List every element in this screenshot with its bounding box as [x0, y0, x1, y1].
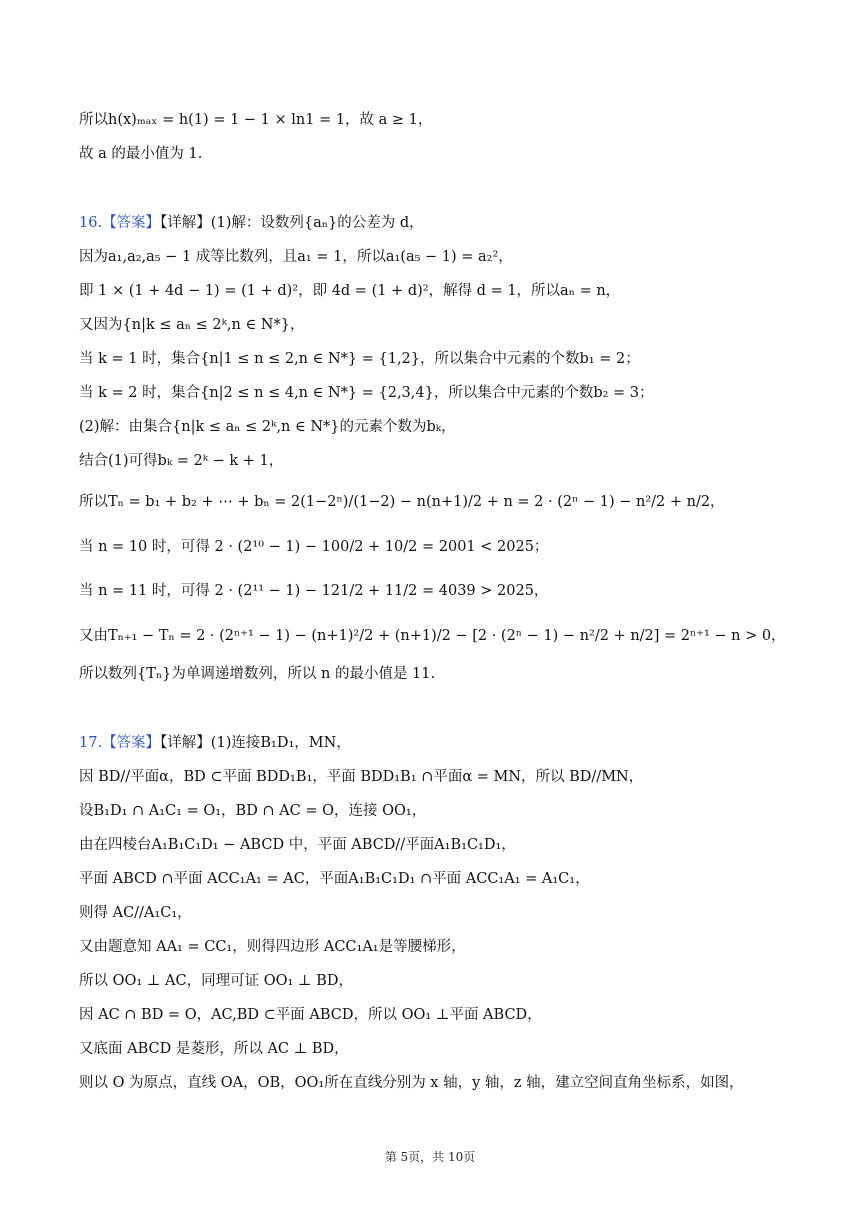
text-line: 所以Tₙ = b₁ + b₂ + ⋯ + bₙ = 2(1−2ⁿ)/(1−2) − n(n+1)/2 + n = 2 · (2ⁿ − 1) − n²/2 + n/2， [79, 494, 725, 510]
text-line: 当 k = 1 时，集合{n|1 ≤ n ≤ 2,n ∈ N*} = {1,2}，所以集合中元素的个数b₁ = 2； [79, 351, 640, 367]
question-number: 16. [79, 215, 103, 231]
question-17-header [79, 733, 820, 753]
question-16-header [79, 213, 820, 233]
question-number: 17. [79, 735, 103, 751]
text-line: 则得 AC//A₁C₁， [79, 905, 192, 921]
text-line: 则以 O 为原点，直线 OA，OB，OO₁所在直线分别为 x 轴，y 轴，z 轴，建立空间直角坐标系，如图， [79, 1075, 744, 1091]
text-line: 平面 ABCD ∩平面 ACC₁A₁ = AC，平面A₁B₁C₁D₁ ∩平面 ACC₁A₁ = A₁C₁， [79, 871, 590, 887]
answer-tag: 【答案】 [102, 735, 161, 751]
text-line: 故 a 的最小值为 1. [79, 146, 203, 162]
text-line: 当 k = 2 时，集合{n|2 ≤ n ≤ 4,n ∈ N*} = {2,3,4}，所以集合中元素的个数b₂ = 3； [79, 385, 654, 401]
text-line: 【详解】(1)连接B₁D₁，MN， [160, 735, 351, 751]
text-line: 所以h(x)ₘₐₓ = h(1) = 1 − 1 × ln1 = 1，故 a ≥ 1， [79, 112, 433, 128]
text-line: 设B₁D₁ ∩ A₁C₁ = O₁，BD ∩ AC = O，连接 OO₁， [79, 803, 427, 819]
text-line: 因 BD//平面α，BD ⊂平面 BDD₁B₁，平面 BDD₁B₁ ∩平面α = MN，所以 BD//MN， [79, 769, 644, 785]
text-line: 当 n = 11 时，可得 2 · (2¹¹ − 1) − 121/2 + 11/2 = 4039 > 2025， [79, 583, 549, 599]
text-line: 又由Tₙ₊₁ − Tₙ = 2 · (2ⁿ⁺¹ − 1) − (n+1)²/2 + (n+1)/2 − [2 · (2ⁿ − 1) − n²/2 + n/2] = 2ⁿ⁺¹ − n > 0， [79, 628, 786, 644]
text-line: 因为a₁,a₂,a₅ − 1 成等比数列，且a₁ = 1，所以a₁(a₅ − 1) = a₂²， [79, 249, 513, 265]
text-line: 即 1 × (1 + 4d − 1) = (1 + d)²，即 4d = (1 + d)²，解得 d = 1，所以aₙ = n， [79, 283, 621, 299]
text-line: 所以 OO₁ ⊥ AC，同理可证 OO₁ ⊥ BD， [79, 973, 353, 989]
text-line: 当 n = 10 时，可得 2 · (2¹⁰ − 1) − 100/2 + 10/2 = 2001 < 2025； [79, 539, 549, 555]
text-line: 因 AC ∩ BD = O，AC,BD ⊂平面 ABCD，所以 OO₁ ⊥平面 ABCD， [79, 1007, 542, 1023]
text-line: 又因为{n|k ≤ aₙ ≤ 2ᵏ,n ∈ N*}， [79, 317, 305, 333]
text-line: 【详解】(1)解：设数列{aₙ}的公差为 d， [160, 215, 424, 231]
text-line: 又底面 ABCD 是菱形，所以 AC ⊥ BD， [79, 1041, 349, 1057]
text-line: (2)解：由集合{n|k ≤ aₙ ≤ 2ᵏ,n ∈ N*}的元素个数为bₖ， [79, 419, 456, 435]
text-line: 又由题意知 AA₁ = CC₁，则得四边形 ACC₁A₁是等腰梯形， [79, 939, 466, 955]
text-line: 由在四棱台A₁B₁C₁D₁ − ABCD 中，平面 ABCD//平面A₁B₁C₁D₁， [79, 837, 516, 853]
text-line: 所以数列{Tₙ}为单调递增数列，所以 n 的最小值是 11. [79, 666, 436, 682]
answer-tag: 【答案】 [102, 215, 161, 231]
page-footer: 第 5页，共 10页 [384, 1150, 476, 1164]
text-line: 结合(1)可得bₖ = 2ᵏ − k + 1， [79, 453, 284, 469]
